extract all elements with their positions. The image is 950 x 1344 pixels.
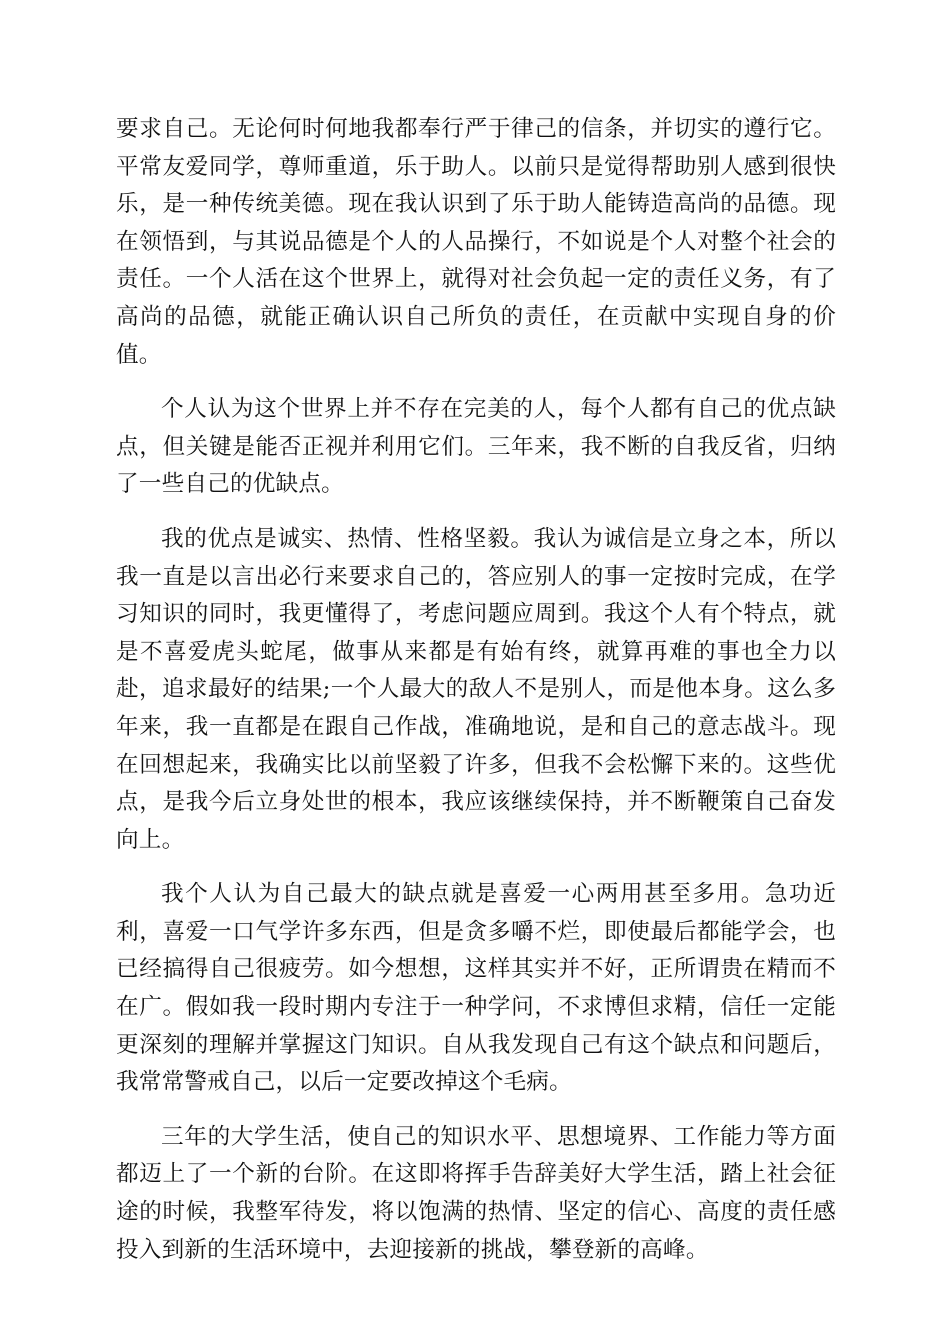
paragraph-strengths: 我的优点是诚实、热情、性格坚毅。我认为诚信是立身之本，所以我一直是以言出必行来要求自己的，答应别人的事一定按时完成，在学习知识的同时，我更懂得了，考虑问题应周到。我这个人有个特点，就是不喜爱虎头蛇尾，做事从来都是有始有终，就算再难的事也全力以赴，追求最好的结果;一个人最大的敌人不是别人，而是他本身。这么多年来，我一直都是在跟自己作战，准确地说，是和自己的意志战斗。现在回想起来，我确实比以前坚毅了许多，但我不会松懈下来的。这些优点，是我今后立身处世的根本，我应该继续保持，并不断鞭策自己奋发向上。 xyxy=(116,525,836,853)
document-page xyxy=(116,111,836,1286)
paragraph-self-reflection: 个人认为这个世界上并不存在完美的人，每个人都有自己的优点缺点，但关键是能否正视并利用它们。三年来，我不断的自我反省，归纳了一些自己的优缺点。 xyxy=(116,396,836,498)
paragraph-continued: 要求自己。无论何时何地我都奉行严于律己的信条，并切实的遵行它。平常友爱同学，尊师重道，乐于助人。以前只是觉得帮助别人感到很快乐，是一种传统美德。现在我认识到了乐于助人能铸造高尚的品德。现在领悟到，与其说品德是个人的人品操行，不如说是个人对整个社会的责任。一个人活在这个世界上，就得对社会负起一定的责任义务，有了高尚的品德，就能正确认识自己所负的责任，在贡献中实现自身的价值。 xyxy=(116,116,836,368)
paragraph-conclusion: 三年的大学生活，使自己的知识水平、思想境界、工作能力等方面都迈上了一个新的台阶。在这即将挥手告辞美好大学生活，踏上社会征途的时候，我整军待发，将以饱满的热情、坚定的信心、高度的责任感投入到新的生活环境中，去迎接新的挑战，攀登新的高峰。 xyxy=(116,1123,836,1263)
paragraph-weaknesses: 我个人认为自己最大的缺点就是喜爱一心两用甚至多用。急功近利，喜爱一口气学许多东西，但是贪多嚼不烂，即使最后都能学会，也已经搞得自己很疲劳。如今想想，这样其实并不好，正所谓贵在精而不在广。假如我一段时期内专注于一种学问，不求博但求精，信任一定能更深刻的理解并掌握这门知识。自从我发现自己有这个缺点和问题后，我常常警戒自己，以后一定要改掉这个毛病。 xyxy=(116,881,836,1096)
